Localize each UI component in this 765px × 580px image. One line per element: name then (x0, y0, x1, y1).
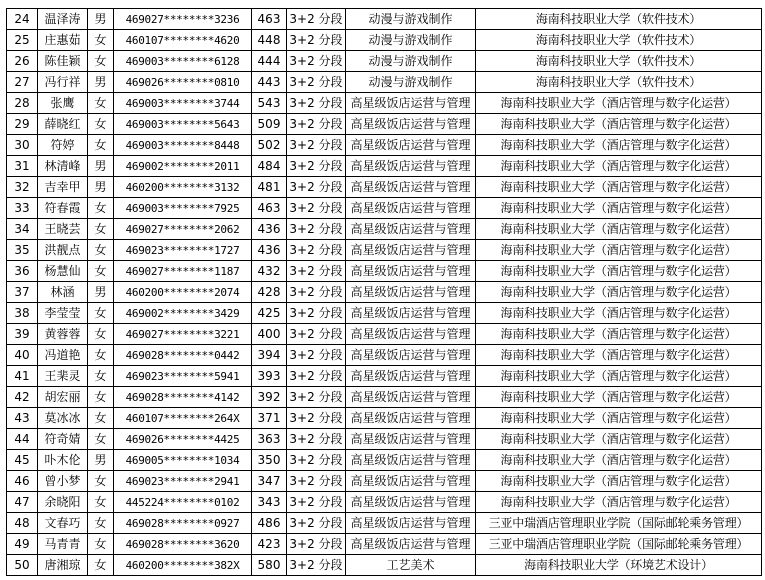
score-cell: 436 (252, 240, 287, 261)
school-cell: 海南科技职业大学（软件技术） (476, 30, 762, 51)
row-number-cell: 43 (7, 408, 38, 429)
major-cell: 高星级饭店运营与管理 (346, 492, 476, 513)
table-row (7, 555, 762, 576)
row-number-cell: 40 (7, 345, 38, 366)
id-number-cell: 469003********3744 (114, 93, 252, 114)
id-number-cell: 469028********3620 (114, 534, 252, 555)
row-number-cell: 32 (7, 177, 38, 198)
gender-cell: 男 (88, 9, 114, 30)
gender-cell: 女 (88, 429, 114, 450)
score-cell: 393 (252, 366, 287, 387)
id-number-cell: 460200********3132 (114, 177, 252, 198)
admission-type-cell: 3+2 分段 (287, 471, 346, 492)
table-row (7, 240, 762, 261)
name-cell: 王棐灵 (38, 366, 88, 387)
school-cell: 海南科技职业大学（酒店管理与数字化运营） (476, 408, 762, 429)
id-number-cell: 469027********1187 (114, 261, 252, 282)
school-cell: 三亚中瑞酒店管理职业学院（国际邮轮乘务管理） (476, 534, 762, 555)
id-number-cell: 460107********4620 (114, 30, 252, 51)
table-row (7, 387, 762, 408)
admission-type-cell: 3+2 分段 (287, 156, 346, 177)
school-cell: 海南科技职业大学（酒店管理与数字化运营） (476, 471, 762, 492)
school-cell: 海南科技职业大学（酒店管理与数字化运营） (476, 303, 762, 324)
admission-type-cell: 3+2 分段 (287, 345, 346, 366)
name-cell: 李莹莹 (38, 303, 88, 324)
school-cell: 海南科技职业大学（酒店管理与数字化运营） (476, 219, 762, 240)
score-cell: 371 (252, 408, 287, 429)
id-number-cell: 469023********5941 (114, 366, 252, 387)
row-number-cell: 31 (7, 156, 38, 177)
score-cell: 580 (252, 555, 287, 576)
row-number-cell: 25 (7, 30, 38, 51)
admission-type-cell: 3+2 分段 (287, 366, 346, 387)
gender-cell: 男 (88, 72, 114, 93)
id-number-cell: 469003********6128 (114, 51, 252, 72)
id-number-cell: 445224********0102 (114, 492, 252, 513)
admission-type-cell: 3+2 分段 (287, 492, 346, 513)
gender-cell: 女 (88, 471, 114, 492)
major-cell: 高星级饭店运营与管理 (346, 282, 476, 303)
row-number-cell: 47 (7, 492, 38, 513)
admission-type-cell: 3+2 分段 (287, 282, 346, 303)
admission-type-cell: 3+2 分段 (287, 513, 346, 534)
major-cell: 动漫与游戏制作 (346, 51, 476, 72)
table-row (7, 135, 762, 156)
id-number-cell: 469003********7925 (114, 198, 252, 219)
gender-cell: 女 (88, 387, 114, 408)
major-cell: 高星级饭店运营与管理 (346, 429, 476, 450)
gender-cell: 女 (88, 324, 114, 345)
name-cell: 唐湘琼 (38, 555, 88, 576)
row-number-cell: 39 (7, 324, 38, 345)
row-number-cell: 38 (7, 303, 38, 324)
score-cell: 443 (252, 72, 287, 93)
table-row (7, 366, 762, 387)
row-number-cell: 42 (7, 387, 38, 408)
score-cell: 509 (252, 114, 287, 135)
score-cell: 486 (252, 513, 287, 534)
name-cell: 符婷 (38, 135, 88, 156)
row-number-cell: 27 (7, 72, 38, 93)
table-row (7, 471, 762, 492)
major-cell: 工艺美术 (346, 555, 476, 576)
gender-cell: 男 (88, 282, 114, 303)
major-cell: 高星级饭店运营与管理 (346, 114, 476, 135)
major-cell: 高星级饭店运营与管理 (346, 240, 476, 261)
table-row (7, 114, 762, 135)
school-cell: 海南科技职业大学（酒店管理与数字化运营） (476, 261, 762, 282)
major-cell: 高星级饭店运营与管理 (346, 156, 476, 177)
school-cell: 海南科技职业大学（酒店管理与数字化运营） (476, 429, 762, 450)
gender-cell: 女 (88, 261, 114, 282)
school-cell: 海南科技职业大学（酒店管理与数字化运营） (476, 366, 762, 387)
admission-type-cell: 3+2 分段 (287, 387, 346, 408)
name-cell: 吉幸甲 (38, 177, 88, 198)
score-cell: 436 (252, 219, 287, 240)
school-cell: 海南科技职业大学（酒店管理与数字化运营） (476, 198, 762, 219)
admission-type-cell: 3+2 分段 (287, 177, 346, 198)
row-number-cell: 44 (7, 429, 38, 450)
score-cell: 448 (252, 30, 287, 51)
row-number-cell: 49 (7, 534, 38, 555)
gender-cell: 女 (88, 366, 114, 387)
id-number-cell: 469002********3429 (114, 303, 252, 324)
gender-cell: 女 (88, 534, 114, 555)
school-cell: 海南科技职业大学（软件技术） (476, 51, 762, 72)
admission-type-cell: 3+2 分段 (287, 72, 346, 93)
gender-cell: 男 (88, 450, 114, 471)
admission-type-cell: 3+2 分段 (287, 534, 346, 555)
score-cell: 543 (252, 93, 287, 114)
major-cell: 动漫与游戏制作 (346, 9, 476, 30)
table-row (7, 177, 762, 198)
name-cell: 林涵 (38, 282, 88, 303)
row-number-cell: 36 (7, 261, 38, 282)
gender-cell: 女 (88, 555, 114, 576)
major-cell: 高星级饭店运营与管理 (346, 303, 476, 324)
row-number-cell: 37 (7, 282, 38, 303)
name-cell: 余晓阳 (38, 492, 88, 513)
name-cell: 莫冰冰 (38, 408, 88, 429)
table-body (7, 9, 762, 576)
id-number-cell: 469027********3221 (114, 324, 252, 345)
id-number-cell: 469005********1034 (114, 450, 252, 471)
gender-cell: 女 (88, 93, 114, 114)
major-cell: 高星级饭店运营与管理 (346, 513, 476, 534)
school-cell: 海南科技职业大学（软件技术） (476, 72, 762, 93)
score-cell: 394 (252, 345, 287, 366)
score-cell: 481 (252, 177, 287, 198)
gender-cell: 女 (88, 198, 114, 219)
major-cell: 动漫与游戏制作 (346, 30, 476, 51)
table-row (7, 303, 762, 324)
row-number-cell: 26 (7, 51, 38, 72)
gender-cell: 女 (88, 30, 114, 51)
id-number-cell: 469027********2062 (114, 219, 252, 240)
admission-list-table (6, 8, 762, 576)
admission-type-cell: 3+2 分段 (287, 324, 346, 345)
major-cell: 高星级饭店运营与管理 (346, 177, 476, 198)
id-number-cell: 469027********3236 (114, 9, 252, 30)
table-row (7, 261, 762, 282)
major-cell: 高星级饭店运营与管理 (346, 471, 476, 492)
school-cell: 海南科技职业大学（酒店管理与数字化运营） (476, 282, 762, 303)
major-cell: 高星级饭店运营与管理 (346, 324, 476, 345)
score-cell: 343 (252, 492, 287, 513)
name-cell: 胡宏丽 (38, 387, 88, 408)
score-cell: 425 (252, 303, 287, 324)
major-cell: 高星级饭店运营与管理 (346, 93, 476, 114)
admission-type-cell: 3+2 分段 (287, 303, 346, 324)
school-cell: 三亚中瑞酒店管理职业学院（国际邮轮乘务管理） (476, 513, 762, 534)
score-cell: 347 (252, 471, 287, 492)
id-number-cell: 460200********2074 (114, 282, 252, 303)
row-number-cell: 50 (7, 555, 38, 576)
name-cell: 杨慧仙 (38, 261, 88, 282)
admission-type-cell: 3+2 分段 (287, 135, 346, 156)
school-cell: 海南科技职业大学（酒店管理与数字化运营） (476, 240, 762, 261)
school-cell: 海南科技职业大学（酒店管理与数字化运营） (476, 492, 762, 513)
name-cell: 文春巧 (38, 513, 88, 534)
admission-type-cell: 3+2 分段 (287, 93, 346, 114)
table-row (7, 534, 762, 555)
id-number-cell: 460200********382X (114, 555, 252, 576)
name-cell: 王晓芸 (38, 219, 88, 240)
table-row (7, 282, 762, 303)
admission-type-cell: 3+2 分段 (287, 9, 346, 30)
row-number-cell: 24 (7, 9, 38, 30)
major-cell: 高星级饭店运营与管理 (346, 219, 476, 240)
school-cell: 海南科技职业大学（酒店管理与数字化运营） (476, 135, 762, 156)
major-cell: 高星级饭店运营与管理 (346, 261, 476, 282)
id-number-cell: 469002********2011 (114, 156, 252, 177)
id-number-cell: 469023********2941 (114, 471, 252, 492)
major-cell: 高星级饭店运营与管理 (346, 408, 476, 429)
school-cell: 海南科技职业大学（酒店管理与数字化运营） (476, 324, 762, 345)
row-number-cell: 33 (7, 198, 38, 219)
row-number-cell: 30 (7, 135, 38, 156)
id-number-cell: 469028********0442 (114, 345, 252, 366)
score-cell: 484 (252, 156, 287, 177)
table-row (7, 324, 762, 345)
admission-type-cell: 3+2 分段 (287, 261, 346, 282)
id-number-cell: 469026********0810 (114, 72, 252, 93)
score-cell: 428 (252, 282, 287, 303)
school-cell: 海南科技职业大学（酒店管理与数字化运营） (476, 387, 762, 408)
row-number-cell: 35 (7, 240, 38, 261)
table-row (7, 513, 762, 534)
score-cell: 423 (252, 534, 287, 555)
name-cell: 符奇婧 (38, 429, 88, 450)
admission-type-cell: 3+2 分段 (287, 408, 346, 429)
table-row (7, 51, 762, 72)
admission-type-cell: 3+2 分段 (287, 30, 346, 51)
name-cell: 陈佳颖 (38, 51, 88, 72)
id-number-cell: 469003********5643 (114, 114, 252, 135)
major-cell: 高星级饭店运营与管理 (346, 345, 476, 366)
gender-cell: 男 (88, 156, 114, 177)
school-cell: 海南科技职业大学（软件技术） (476, 9, 762, 30)
name-cell: 庄惠茹 (38, 30, 88, 51)
admission-type-cell: 3+2 分段 (287, 429, 346, 450)
table-row (7, 156, 762, 177)
id-number-cell: 469028********4142 (114, 387, 252, 408)
name-cell: 薛晓红 (38, 114, 88, 135)
gender-cell: 女 (88, 51, 114, 72)
table-row (7, 198, 762, 219)
gender-cell: 女 (88, 219, 114, 240)
id-number-cell: 460107********264X (114, 408, 252, 429)
school-cell: 海南科技职业大学（酒店管理与数字化运营） (476, 177, 762, 198)
admission-type-cell: 3+2 分段 (287, 51, 346, 72)
major-cell: 高星级饭店运营与管理 (346, 450, 476, 471)
gender-cell: 女 (88, 492, 114, 513)
name-cell: 冯道艳 (38, 345, 88, 366)
admission-type-cell: 3+2 分段 (287, 219, 346, 240)
school-cell: 海南科技职业大学（酒店管理与数字化运营） (476, 450, 762, 471)
school-cell: 海南科技职业大学（环境艺术设计） (476, 555, 762, 576)
major-cell: 高星级饭店运营与管理 (346, 387, 476, 408)
major-cell: 高星级饭店运营与管理 (346, 534, 476, 555)
row-number-cell: 48 (7, 513, 38, 534)
score-cell: 444 (252, 51, 287, 72)
id-number-cell: 469028********0927 (114, 513, 252, 534)
table-row (7, 408, 762, 429)
gender-cell: 女 (88, 240, 114, 261)
admission-type-cell: 3+2 分段 (287, 450, 346, 471)
name-cell: 黄蓉蓉 (38, 324, 88, 345)
admission-type-cell: 3+2 分段 (287, 114, 346, 135)
table-row (7, 219, 762, 240)
name-cell: 温泽涛 (38, 9, 88, 30)
major-cell: 高星级饭店运营与管理 (346, 198, 476, 219)
score-cell: 463 (252, 9, 287, 30)
school-cell: 海南科技职业大学（酒店管理与数字化运营） (476, 114, 762, 135)
table-row (7, 345, 762, 366)
table-row (7, 492, 762, 513)
id-number-cell: 469023********1727 (114, 240, 252, 261)
name-cell: 符春霞 (38, 198, 88, 219)
row-number-cell: 34 (7, 219, 38, 240)
school-cell: 海南科技职业大学（酒店管理与数字化运营） (476, 93, 762, 114)
name-cell: 张鹰 (38, 93, 88, 114)
gender-cell: 女 (88, 345, 114, 366)
row-number-cell: 46 (7, 471, 38, 492)
table-row (7, 429, 762, 450)
admission-type-cell: 3+2 分段 (287, 555, 346, 576)
name-cell: 卟木伦 (38, 450, 88, 471)
gender-cell: 女 (88, 408, 114, 429)
id-number-cell: 469026********4425 (114, 429, 252, 450)
row-number-cell: 28 (7, 93, 38, 114)
score-cell: 400 (252, 324, 287, 345)
gender-cell: 男 (88, 177, 114, 198)
major-cell: 动漫与游戏制作 (346, 72, 476, 93)
table-row (7, 72, 762, 93)
row-number-cell: 41 (7, 366, 38, 387)
score-cell: 392 (252, 387, 287, 408)
school-cell: 海南科技职业大学（酒店管理与数字化运营） (476, 156, 762, 177)
table-row (7, 30, 762, 51)
row-number-cell: 29 (7, 114, 38, 135)
table-row (7, 450, 762, 471)
name-cell: 冯行祥 (38, 72, 88, 93)
name-cell: 林清峰 (38, 156, 88, 177)
name-cell: 马青青 (38, 534, 88, 555)
gender-cell: 女 (88, 303, 114, 324)
name-cell: 洪靓点 (38, 240, 88, 261)
school-cell: 海南科技职业大学（酒店管理与数字化运营） (476, 345, 762, 366)
gender-cell: 女 (88, 114, 114, 135)
admission-type-cell: 3+2 分段 (287, 198, 346, 219)
score-cell: 502 (252, 135, 287, 156)
gender-cell: 女 (88, 513, 114, 534)
name-cell: 曾小梦 (38, 471, 88, 492)
major-cell: 高星级饭店运营与管理 (346, 366, 476, 387)
id-number-cell: 469003********8448 (114, 135, 252, 156)
major-cell: 高星级饭店运营与管理 (346, 135, 476, 156)
score-cell: 363 (252, 429, 287, 450)
score-cell: 432 (252, 261, 287, 282)
row-number-cell: 45 (7, 450, 38, 471)
score-cell: 463 (252, 198, 287, 219)
table-row (7, 9, 762, 30)
score-cell: 350 (252, 450, 287, 471)
admission-type-cell: 3+2 分段 (287, 240, 346, 261)
table-row (7, 93, 762, 114)
gender-cell: 女 (88, 135, 114, 156)
